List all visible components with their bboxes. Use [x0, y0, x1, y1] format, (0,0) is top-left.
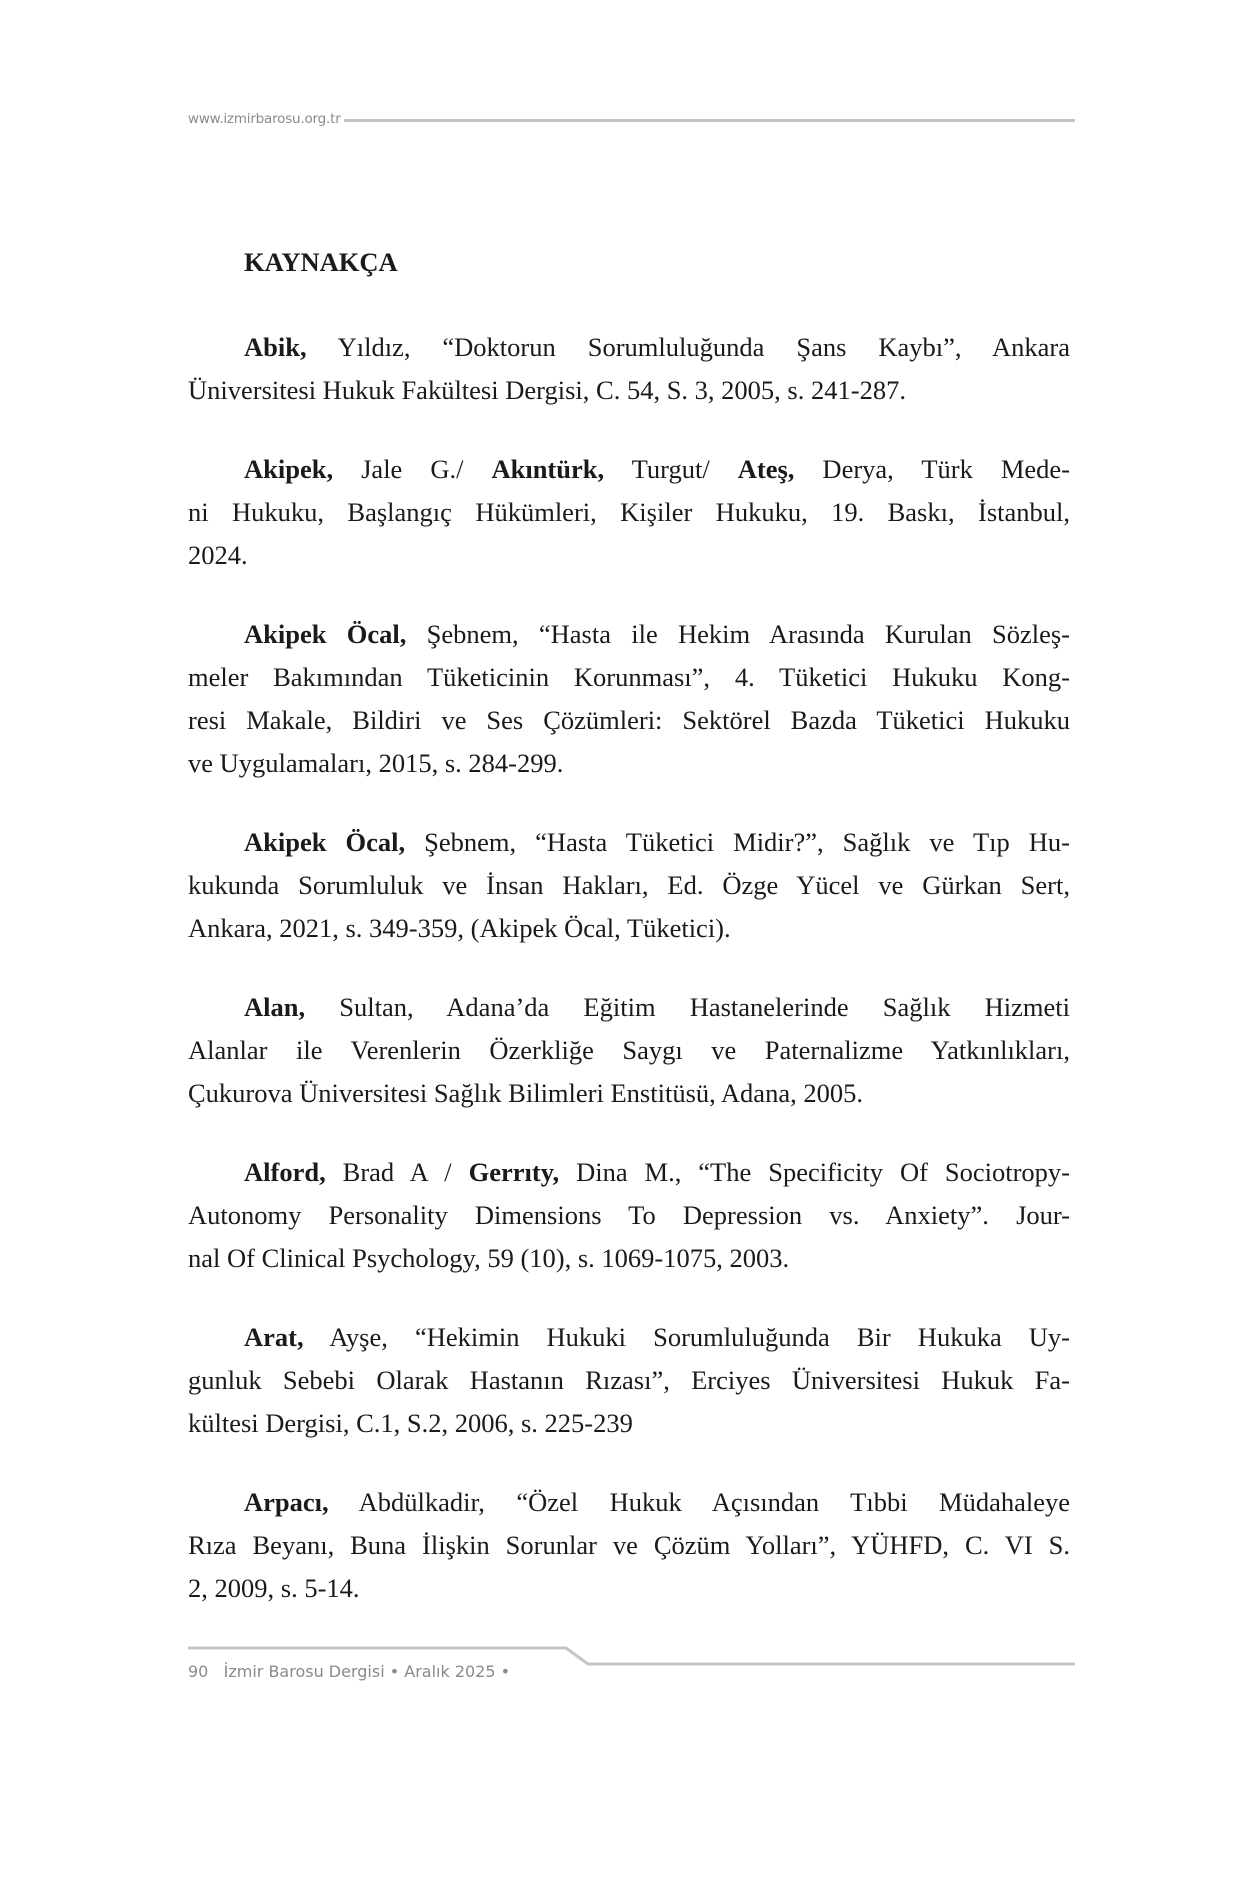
- reference-entry: [188, 1151, 1070, 1280]
- reference-line: [188, 864, 1070, 907]
- bibliography: [188, 241, 1070, 1610]
- reference-text: Ayşe, “Hekimin Hukuki Sorumluluğunda Bir Hukuka Uy-: [303, 1322, 1070, 1352]
- reference-line: [188, 1567, 1070, 1610]
- author-name: Akipek Öcal,: [244, 827, 406, 857]
- reference-line: [188, 1072, 1070, 1115]
- journal-issue: İzmir Barosu Dergisi • Aralık 2025 •: [223, 1662, 511, 1681]
- reference-line: [188, 1316, 1070, 1359]
- reference-text: Şebnem, “Hasta ile Hekim Arasında Kurulan Sözleş-: [406, 619, 1070, 649]
- author-name: Akipek Öcal,: [244, 619, 407, 649]
- author-name: Arpacı,: [244, 1487, 329, 1517]
- header-website: www.izmirbarosu.org.tr: [188, 111, 341, 127]
- reference-entry: [188, 326, 1070, 412]
- section-title: KAYNAKÇA: [244, 247, 398, 277]
- reference-line: [188, 1481, 1070, 1524]
- reference-text: Turgut/: [604, 454, 738, 484]
- reference-text: 2024.: [188, 540, 248, 570]
- reference-text: Rıza Beyanı, Buna İlişkin Sorunlar ve Çözüm Yolları”, YÜHFD, C. VI S.: [188, 1530, 1070, 1560]
- reference-line: [188, 1029, 1070, 1072]
- reference-text: 2, 2009, s. 5-14.: [188, 1573, 360, 1603]
- reference-text: ni Hukuku, Başlangıç Hükümleri, Kişiler Hukuku, 19. Baskı, İstanbul,: [188, 497, 1070, 527]
- reference-line: [188, 326, 1070, 369]
- author-name: Alan,: [244, 992, 306, 1022]
- reference-line: [188, 986, 1070, 1029]
- reference-text: Alanlar ile Verenlerin Özerkliğe Saygı ve Paternalizme Yatkınlıkları,: [188, 1035, 1070, 1065]
- reference-text: meler Bakımından Tüketicinin Korunması”, 4. Tüketici Hukuku Kong-: [188, 662, 1070, 692]
- reference-entry: [188, 448, 1070, 577]
- author-name: Alford,: [244, 1157, 326, 1187]
- reference-text: Üniversitesi Hukuk Fakültesi Dergisi, C. 54, S. 3, 2005, s. 241-287.: [188, 375, 906, 405]
- author-name: Ateş,: [737, 454, 795, 484]
- reference-list: [188, 326, 1070, 1610]
- author-name: Arat,: [244, 1322, 304, 1352]
- reference-text: kukunda Sorumluluk ve İnsan Hakları, Ed. Özge Yücel ve Gürkan Sert,: [188, 870, 1070, 900]
- reference-text: ve Uygulamaları, 2015, s. 284-299.: [188, 748, 564, 778]
- reference-entry: [188, 1481, 1070, 1610]
- reference-line: [188, 1194, 1070, 1237]
- running-footer: [188, 1640, 1075, 1690]
- reference-text: Abdülkadir, “Özel Hukuk Açısından Tıbbi Müdahaleye: [328, 1487, 1070, 1517]
- reference-text: Yıldız, “Doktorun Sorumluluğunda Şans Kaybı”, Ankara: [306, 332, 1070, 362]
- author-name: Akipek,: [244, 454, 334, 484]
- reference-line: [188, 1237, 1070, 1280]
- page-number: 90: [188, 1662, 209, 1681]
- reference-line: [188, 1402, 1070, 1445]
- reference-text: Sultan, Adana’da Eğitim Hastanelerinde Sağlık Hizmeti: [305, 992, 1070, 1022]
- reference-line: [188, 742, 1070, 785]
- reference-text: Autonomy Personality Dimensions To Depression vs. Anxiety”. Jour-: [188, 1200, 1070, 1230]
- reference-line: [188, 1359, 1070, 1402]
- reference-text: Şebnem, “Hasta Tüketici Midir?”, Sağlık ve Tıp Hu-: [405, 827, 1071, 857]
- author-name: Gerrıty,: [468, 1157, 560, 1187]
- reference-line: [188, 699, 1070, 742]
- reference-text: Dina M., “The Specificity Of Sociotropy-: [559, 1157, 1070, 1187]
- author-name: Abik,: [244, 332, 307, 362]
- author-name: Akıntürk,: [491, 454, 605, 484]
- reference-line: [188, 656, 1070, 699]
- reference-entry: [188, 613, 1070, 785]
- reference-text: kültesi Dergisi, C.1, S.2, 2006, s. 225-239: [188, 1408, 633, 1438]
- reference-line: [188, 369, 1070, 412]
- reference-line: [188, 907, 1070, 950]
- reference-line: [188, 448, 1070, 491]
- reference-line: [188, 1151, 1070, 1194]
- reference-entry: [188, 821, 1070, 950]
- reference-line: [188, 821, 1070, 864]
- reference-line: [188, 1524, 1070, 1567]
- reference-text: Jale G./: [333, 454, 492, 484]
- reference-text: Brad A /: [325, 1157, 469, 1187]
- reference-line: [188, 534, 1070, 577]
- reference-entry: [188, 986, 1070, 1115]
- reference-text: resi Makale, Bildiri ve Ses Çözümleri: Sektörel Bazda Tüketici Hukuku: [188, 705, 1070, 735]
- footer-text: [188, 1662, 510, 1681]
- reference-entry: [188, 1316, 1070, 1445]
- reference-text: Ankara, 2021, s. 349-359, (Akipek Öcal, Tüketici).: [188, 913, 731, 943]
- reference-text: nal Of Clinical Psychology, 59 (10), s. 1069-1075, 2003.: [188, 1243, 790, 1273]
- running-header: [188, 111, 1075, 127]
- reference-line: [188, 613, 1070, 656]
- reference-text: Çukurova Üniversitesi Sağlık Bilimleri Enstitüsü, Adana, 2005.: [188, 1078, 863, 1108]
- reference-text: gunluk Sebebi Olarak Hastanın Rızası”, Erciyes Üniversitesi Hukuk Fa-: [188, 1365, 1070, 1395]
- reference-line: [188, 491, 1070, 534]
- header-rule: [344, 119, 1075, 122]
- reference-text: Derya, Türk Mede-: [794, 454, 1070, 484]
